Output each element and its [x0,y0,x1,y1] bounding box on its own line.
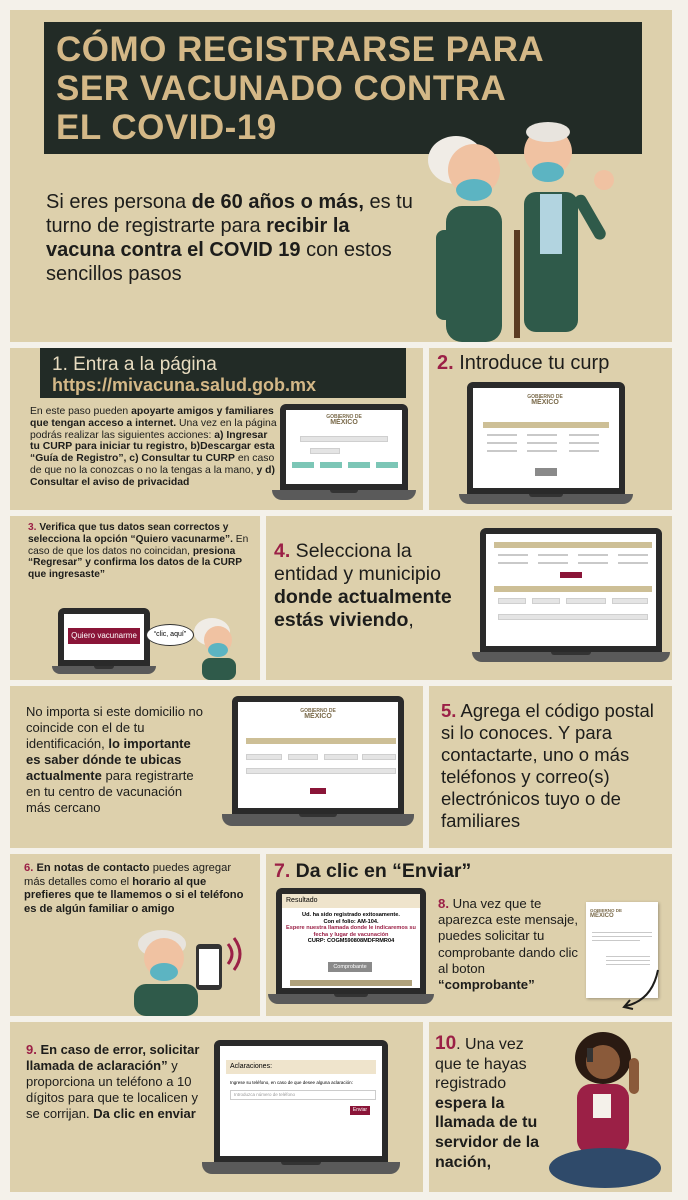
step8-description: 8. Una vez que te aparezca este mensaje, puedes solicitar tu comprobante dando clic al boton “comprobante” [438,896,579,993]
enviar-button[interactable]: Enviar [350,1106,370,1115]
result-header: Resultado [282,894,420,908]
elderly-man-phone-illustration [128,922,254,1016]
arrow-icon [618,966,668,1012]
step3-description: 3. Verifica que tus datos sean correctos y selecciona la opción “Quiero vacunarme”. En caso de que los datos no coincidan, presiona “Regresar” y confirma los datos de la CURP que ingresaste” [28,522,249,581]
step2-laptop-base [459,494,633,504]
step1-laptop-screen [280,404,408,490]
step9-panel [10,1022,423,1192]
step1-title: 1. Entra a la página [52,354,217,375]
intro-text: Si eres persona de 60 años o más, es tu turno de registrarte para recibir la vacuna contra el COVID 19 con estos sencillos pasos [46,191,413,285]
step9-description: 9. En caso de error, solicitar llamada de aclaración” y proporciona un teléfono a 10 dígitos para que te localicen y se corrijan. Da clic en enviar [26,1042,200,1121]
step7-panel [266,854,672,1016]
comprobante-button[interactable]: Comprobante [328,962,372,972]
step4-laptop-base [472,652,670,662]
elderly-couple-illustration [428,110,628,342]
speech-bubble: “clic, aquí” [146,624,194,646]
phone-input[interactable]: Introduzca número de teléfono [230,1090,376,1100]
result-message: Ud. ha sido registrado exitosamente. Con el folio: AM-104. Espere nuestra llamada donde le indicaremos su fecha y lugar de vacunación CURP: COGM590808MDFRMR04 [286,912,416,945]
step3-laptop-screen [58,608,150,666]
elderly-woman-illustration [190,616,244,680]
step1-description: En este paso pueden apoyarte amigos y familiares que tengan acceso a internet. Una vez en la página podrás realizar las siguientes acciones: a) Ingresar tu CURP para iniciar tu registro, b)Descargar esta “Guía de Registro”, c) Consultar tu CURP en caso de que no la conozcas o no la tengas a la mano, y d) Consultar el aviso de privacidad [30,406,277,488]
step1-panel [10,348,423,510]
step6-panel [10,854,260,1016]
aclaraciones-title: Aclaraciones: [226,1060,376,1074]
title-line-1: CÓMO REGISTRARSE PARA [56,30,545,69]
quiero-vacunarme-button[interactable]: Quiero vacunarme [68,628,140,644]
step4-description: 4. Selecciona la entidad y municipio donde actualmente estás viviendo, [274,540,452,631]
step2-panel [429,348,672,510]
step4b-panel [10,686,423,848]
step4-laptop-screen [480,528,662,652]
step7-title: 7. Da clic en “Enviar” [274,860,472,882]
step3-panel [10,516,260,680]
step1-url-link[interactable]: https://mivacuna.salud.gob.mx [52,375,317,395]
step7-laptop-screen [276,888,426,994]
title-line-2: SER VACUNADO CONTRA [56,69,507,108]
step3-laptop-base [52,666,156,674]
step6-description: 6. En notas de contacto puedes agregar más detalles como el horario al que prefieres que te llamemos o si el teléfono es de algún familiar o amigo [24,862,244,915]
header-panel [10,10,672,342]
comprobante-document: GOBIERNO DE MÉXICO [586,902,658,998]
step9-laptop-base [202,1162,400,1174]
step9-laptop-screen [214,1040,388,1162]
title-line-3: EL COVID-19 [56,108,277,147]
aclaraciones-hint: Ingrese su teléfono, en caso de que desee alguna aclaración: [230,1080,353,1085]
step4-panel [266,516,672,680]
step4b-laptop-screen: GOBIERNO DE MÉXICO [232,696,404,814]
step4b-laptop-base [222,814,414,826]
gov-logo: GOBIERNO DE MÉXICO [326,414,362,426]
step7-laptop-base [268,994,434,1004]
step10-panel [429,1022,672,1192]
step4b-description: No importa si este domicilio no coincide con el de tu identificación, lo importante es saber dónde te ubicas actualmente para registrarte en tu centro de vacunación más cercano [26,704,204,815]
step1-title-box [40,348,406,398]
step5-panel [429,686,672,848]
step1-laptop-base [272,490,416,500]
step2-title: 2. Introduce tu curp [437,352,610,374]
step2-laptop-screen: GOBIERNO DE MÉXICO [467,382,625,494]
step10-description: 10. Una vez que te hayas registrado espera la llamada de tu servidor de la nación, [435,1033,540,1171]
servidor-nacion-illustration [547,1028,671,1192]
step5-description: 5. Agrega el código postal si lo conoces. Y para contactarte, uno o más teléfonos y correo(s) electrónicos tuyo o de familiares [441,700,654,831]
